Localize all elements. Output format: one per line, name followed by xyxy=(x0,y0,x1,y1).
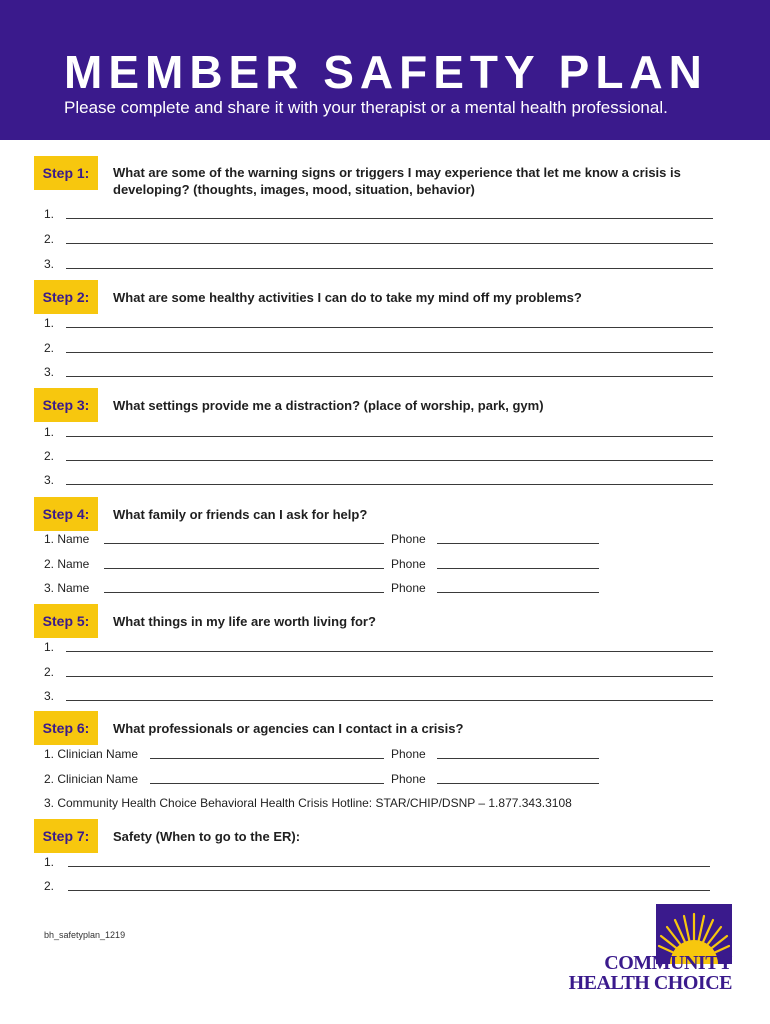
friend-2-phone-label: Phone xyxy=(391,557,426,571)
step-7-answer-line-2[interactable] xyxy=(68,890,710,891)
step-1-item-number: 3. xyxy=(44,257,55,271)
step-2-item-number: 1. xyxy=(44,316,55,330)
form-code: bh_safetyplan_1219 xyxy=(44,930,126,940)
friend-3-phone-label: Phone xyxy=(391,581,426,595)
step-3-answer-line-2[interactable] xyxy=(66,460,713,461)
friend-1-phone-label: Phone xyxy=(391,532,426,546)
step-5-item-number: 2. xyxy=(44,665,55,679)
step-2-answer-line-1[interactable] xyxy=(66,327,713,328)
header-banner xyxy=(0,0,770,140)
logo-text-line-1: COMMUNITY xyxy=(604,952,732,974)
step-1-badge: Step 1: xyxy=(34,156,98,190)
friend-1-name-field[interactable] xyxy=(104,543,384,544)
step-5-question: What things in my life are worth living for? xyxy=(113,614,376,629)
clinician-2-name-label: 2. Clinician Name xyxy=(44,772,139,786)
step-2-answer-line-3[interactable] xyxy=(66,376,713,377)
step-1-answer-line-2[interactable] xyxy=(66,243,713,244)
step-1-question: What are some of the warning signs or triggers I may experience that let me know a crisis is developing? (thoughts, images, mood, situation, behavior) xyxy=(113,165,681,197)
logo-text-line-2: HEALTH CHOICE xyxy=(568,972,732,994)
step-1-answer-line-1[interactable] xyxy=(66,218,713,219)
step-4-question: What family or friends can I ask for help? xyxy=(113,507,368,522)
step-1-answer-line-3[interactable] xyxy=(66,268,713,269)
step-3-badge: Step 3: xyxy=(34,388,98,422)
page-title: MEMBER SAFETY PLAN xyxy=(64,46,708,98)
step-2-item-number: 2. xyxy=(44,341,55,355)
page-subtitle: Please complete and share it with your therapist or a mental health professional. xyxy=(64,98,668,117)
step-7-badge: Step 7: xyxy=(34,819,98,853)
clinician-1-name-label: 1. Clinician Name xyxy=(44,747,139,761)
friend-2-name-field[interactable] xyxy=(104,568,384,569)
step-3-answer-line-3[interactable] xyxy=(66,484,713,485)
friend-3-name-field[interactable] xyxy=(104,592,384,593)
step-3-question: What settings provide me a distraction? (place of worship, park, gym) xyxy=(113,398,544,413)
step-4-badge: Step 4: xyxy=(34,497,98,531)
step-6-question: What professionals or agencies can I contact in a crisis? xyxy=(113,721,464,736)
step-2-question: What are some healthy activities I can do to take my mind off my problems? xyxy=(113,290,582,305)
friend-1-name-label: 1. Name xyxy=(44,532,90,546)
step-7-question: Safety (When to go to the ER): xyxy=(113,829,301,844)
step-3-answer-line-1[interactable] xyxy=(66,436,713,437)
friend-2-name-label: 2. Name xyxy=(44,557,90,571)
step-5-answer-line-1[interactable] xyxy=(66,651,713,652)
step-3-item-number: 1. xyxy=(44,425,55,439)
step-2-item-number: 3. xyxy=(44,365,55,379)
friend-1-phone-field[interactable] xyxy=(437,543,599,544)
clinician-1-name-field[interactable] xyxy=(150,758,384,759)
step-3-item-number: 2. xyxy=(44,449,55,463)
clinician-2-phone-label: Phone xyxy=(391,772,426,786)
step-5-item-number: 1. xyxy=(44,640,55,654)
crisis-hotline-text: 3. Community Health Choice Behavioral Health Crisis Hotline: STAR/CHIP/DSNP – 1.877.343.3108 xyxy=(44,796,572,810)
clinician-2-name-field[interactable] xyxy=(150,783,384,784)
step-7-item-number: 1. xyxy=(44,855,55,869)
step-5-badge: Step 5: xyxy=(34,604,98,638)
step-2-answer-line-2[interactable] xyxy=(66,352,713,353)
clinician-1-phone-field[interactable] xyxy=(437,758,599,759)
step-5-answer-line-3[interactable] xyxy=(66,700,713,701)
step-7-item-number: 2. xyxy=(44,879,55,893)
step-3-item-number: 3. xyxy=(44,473,55,487)
clinician-1-phone-label: Phone xyxy=(391,747,426,761)
step-1-item-number: 1. xyxy=(44,207,55,221)
step-7-answer-line-1[interactable] xyxy=(68,866,710,867)
step-2-badge: Step 2: xyxy=(34,280,98,314)
friend-2-phone-field[interactable] xyxy=(437,568,599,569)
step-1-item-number: 2. xyxy=(44,232,55,246)
friend-3-name-label: 3. Name xyxy=(44,581,90,595)
step-6-badge: Step 6: xyxy=(34,711,98,745)
friend-3-phone-field[interactable] xyxy=(437,592,599,593)
step-5-item-number: 3. xyxy=(44,689,55,703)
step-5-answer-line-2[interactable] xyxy=(66,676,713,677)
clinician-2-phone-field[interactable] xyxy=(437,783,599,784)
